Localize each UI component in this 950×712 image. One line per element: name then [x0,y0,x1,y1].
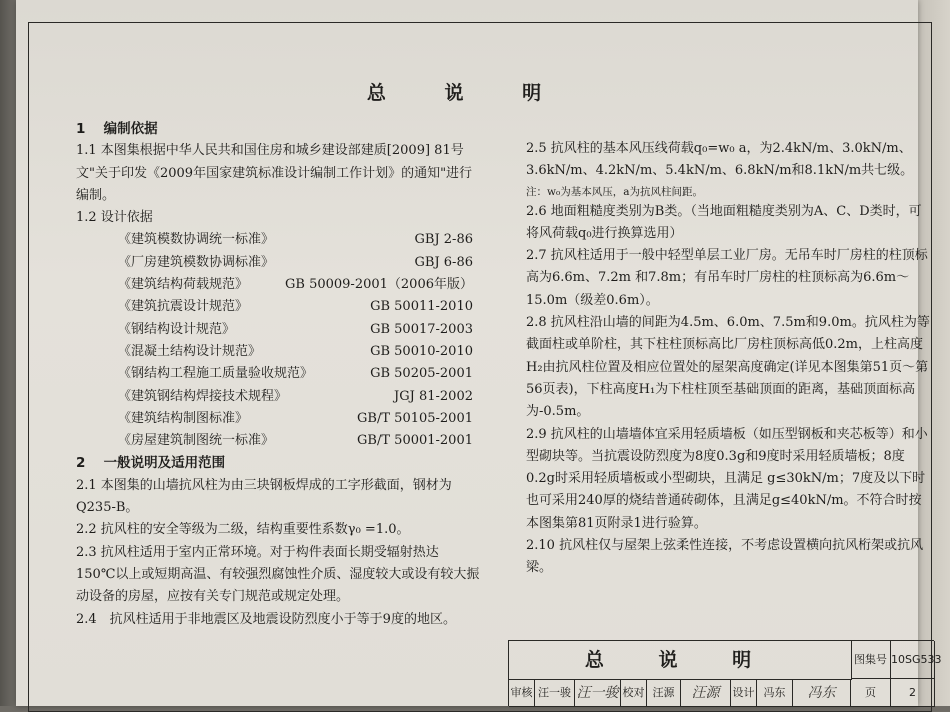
review-signature: 汪一骏 [575,679,621,707]
reference-list [76,229,481,452]
reference-item: 《建筑钢结构焊接技术规程》 JGJ 81-2002 [118,388,473,404]
reference-item: 《建筑模数协调统一标准》 GBJ 2-86 [118,232,473,248]
document-page [16,0,942,706]
paragraph-2-8: 2.8 抗风柱沿山墙的间距为4.5m、6.0m、7.5m和9.0m。抗风柱为等截面柱或单阶柱，其下柱柱顶标高比厂房柱顶标高低0.2m，上柱高度H₂由抗风柱位置及相应位置处的屋架高度确定(详见本图集第51页～第56页表)，下柱高度H₁为下柱柱顶至基础顶面的距离，基础顶面标高为-0.5m。 [526,315,930,420]
paragraph-1-1: 1.1 本图集根据中华人民共和国住房和城乡建设部建质[2009] 81号文"关于印发《2009年国家建筑标准设计编制工作计划》的通知"进行编制。 [76,143,473,203]
reference-item: 《房屋建筑制图统一标准》 GB/T 50001-2001 [118,433,473,449]
left-column [76,118,481,631]
reference-item: 《厂房建筑模数协调标准》 GBJ 6-86 [118,254,473,270]
paragraph-2-1: 2.1 本图集的山墙抗风柱为由三块钢板焊成的工字形截面，钢材为Q235-B。 [76,477,452,516]
atlas-number: 10SG533 [891,641,935,679]
reference-item: 《钢结构工程施工质量验收规范》 GB 50205-2001 [118,366,473,382]
page-label: 页 [851,679,891,707]
title-block [508,640,942,706]
review-name: 汪一骏 [535,679,575,707]
paragraph-2-4: 2.4 抗风柱适用于非地震区及地震设防烈度小于等于9度的地区。 [76,611,456,627]
check-name: 汪源 [647,679,681,707]
paragraph-2-5-note: 注：w₀为基本风压，a为抗风柱间距。 [526,185,703,198]
reference-item: 《混凝土结构设计规范》 GB 50010-2010 [118,343,473,359]
paragraph-2-9: 2.9 抗风柱的山墙墙体宜采用轻质墙板（如压型钢板和夹芯板等）和小型砌块等。当抗震设防烈度为8度0.3g和9度时采用轻质墙板；8度0.2g时采用轻质墙板或小型砌块，且满足 g≤30kN/m；7度及以下时也可采用240厚的烧结普通砖砌体，且满足g≤40kN/m。不符合时按本图集第81页附录1进行验算。 [526,426,928,531]
paragraph-2-10: 2.10 抗风柱仅与屋架上弦柔性连接，不考虑设置横向抗风桁架或抗风梁。 [526,538,924,576]
check-signature: 汪源 [681,679,731,707]
page-title: 总 说 明 [366,82,568,104]
paragraph-2-7: 2.7 抗风柱适用于一般中轻型单层工业厂房。无吊车时厂房柱的柱顶标高为6.6m、7.2m 和7.8m；有吊车时厂房柱的柱顶标高为6.6m～15.0m（级差0.6m）。 [526,248,928,308]
design-label: 设计 [731,679,757,707]
page-number: 2 [891,679,935,707]
reference-item: 《建筑结构荷载规范》 GB 50009-2001（2006年版） [118,277,473,293]
design-signature: 冯东 [793,679,851,707]
check-label: 校对 [621,679,647,707]
section-2-heading: 2 一般说明及适用范围 [76,455,226,472]
review-label: 审核 [509,679,535,707]
reference-item: 《钢结构设计规范》 GB 50017-2003 [118,321,473,337]
design-name: 冯东 [757,679,793,707]
right-column [526,138,931,580]
section-1-heading: 1 编制依据 [76,121,158,137]
paragraph-1-2: 1.2 设计依据 [76,210,153,226]
paragraph-2-3: 2.3 抗风柱适用于室内正常环境。对于构件表面长期受辐射热达 150℃以上或短期高温、有较强烈腐蚀性介质、湿度较大或设有较大振动设备的房屋，应按有关专门规范或规定处理。 [76,544,480,605]
paragraph-2-6: 2.6 地面粗糙度类别为B类。（当地面粗糙度类别为A、C、D类时，可将风荷载q₀进行换算选用） [526,203,922,241]
atlas-label: 图集号 [851,641,891,679]
paragraph-2-2: 2.2 抗风柱的安全等级为二级，结构重要性系数γ₀ =1.0。 [76,522,410,538]
paragraph-2-5: 2.5 抗风柱的基本风压线荷载q₀=w₀ a，为2.4kN/m、3.0kN/m、3.6kN/m、4.2kN/m、5.4kN/m、6.8kN/m和8.1kN/m共七级。 [526,141,914,179]
reference-item: 《建筑抗震设计规范》 GB 50011-2010 [118,299,473,315]
title-block-title: 总 说 明 [509,641,852,680]
reference-item: 《建筑结构制图标准》 GB/T 50105-2001 [118,410,473,426]
